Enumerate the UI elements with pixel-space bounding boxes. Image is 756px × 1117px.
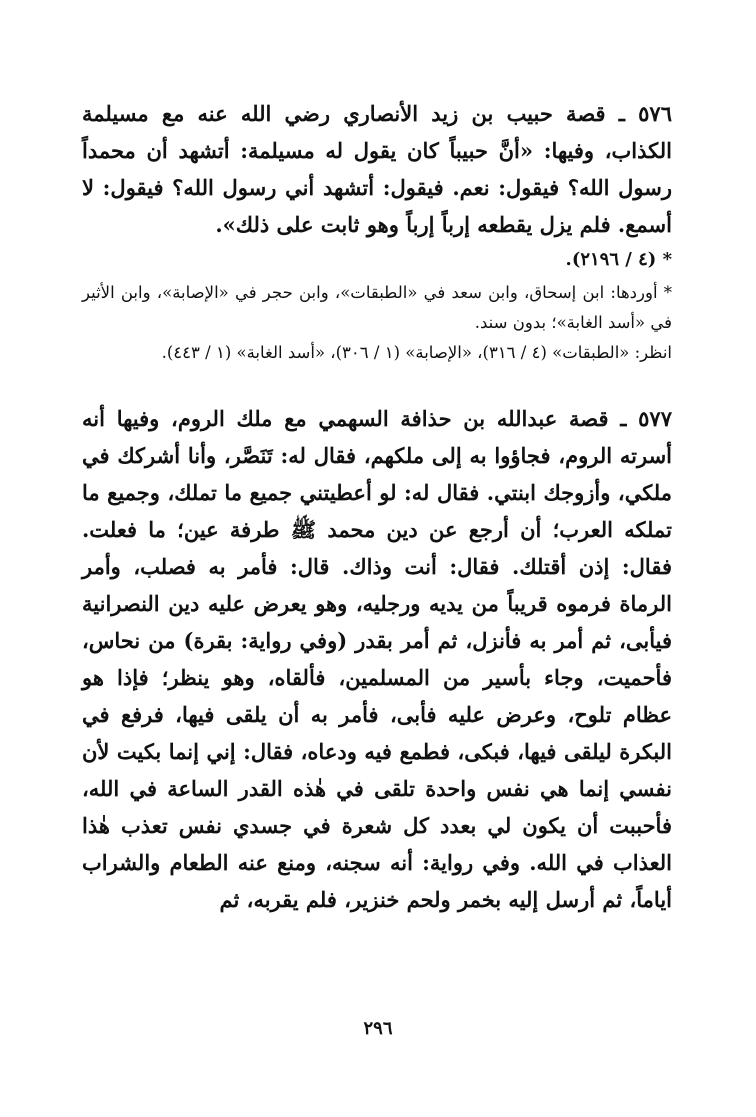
entry-576-sources-note: * أوردها: ابن إسحاق، وابن سعد في «الطبقات»، وابن حجر في «الإصابة»، وابن الأثير في «أسد الغابة»؛ بدون سند. xyxy=(82,283,672,332)
entry-577 xyxy=(82,400,672,918)
entry-576 xyxy=(82,95,672,368)
entry-576-reference: * (٤ / ٢١٩٦). xyxy=(565,249,672,270)
entry-576-see-also-note: انظر: «الطبقات» (٤ / ٣١٦)، «الإصابة» (١ / ٣٠٦)، «أسد الغابة» (١ / ٤٤٣). xyxy=(161,343,672,362)
entry-576-text: ٥٧٦ ـ قصة حبيب بن زيد الأنصاري رضي الله عنه مع مسيلمة الكذاب، وفيها: «أنَّ حبيباً كان يقول له مسيلمة: أتشهد أن محمداً رسول الله؟ فيقول: نعم. فيقول: أتشهد أني رسول الله؟ فيقول: لا أسمع. فلم يزل يقطعه إرباً إرباً وهو ثابت على ذلك». xyxy=(82,101,672,237)
page-number: ٢٩٦ xyxy=(363,1018,393,1039)
entry-577-text: ٥٧٧ ـ قصة عبدالله بن حذافة السهمي مع ملك الروم، وفيها أنه أسرته الروم، فجاؤوا به إلى ملكهم، فقال له: تَنَصَّر، وأنا أشركك في ملكي، وأزوجك ابنتي. فقال له: لو أعطيتني جميع ما تملك، وجميع ما تملكه العرب؛ أن أرجع عن دين محمد ﷺ طرفة عين؛ ما فعلت. فقال: إذن أقتلك. فقال: أنت وذاك. قال: فأمر به فصلب، وأمر الرماة فرموه قريباً من يديه ورجليه، وهو يعرض عليه دين النصرانية فيأبى، ثم أمر به فأنزل، ثم أمر بقدر (وفي رواية: بقرة) من نحاس، فأحميت، وجاء بأسير من المسلمين، فألقاه، وهو ينظر؛ فإذا هو عظام تلوح، وعرض عليه فأبى، فأمر به أن يلقى فيها، فرفع في البكرة ليلقى فيها، فبكى، فطمع فيه ودعاه، فقال: إني إنما بكيت لأن نفسي إنما هي نفس واحدة تلقى في هٰذه القدر الساعة في الله، فأحببت أن يكون لي بعدد كل شعرة في جسدي نفس تعذب هٰذا العذاب في الله. وفي رواية: أنه سجنه، ومنع عنه الطعام والشراب أياماً، ثم أرسل إليه بخمر ولحم خنزير، فلم يقربه، ثم xyxy=(82,406,672,912)
